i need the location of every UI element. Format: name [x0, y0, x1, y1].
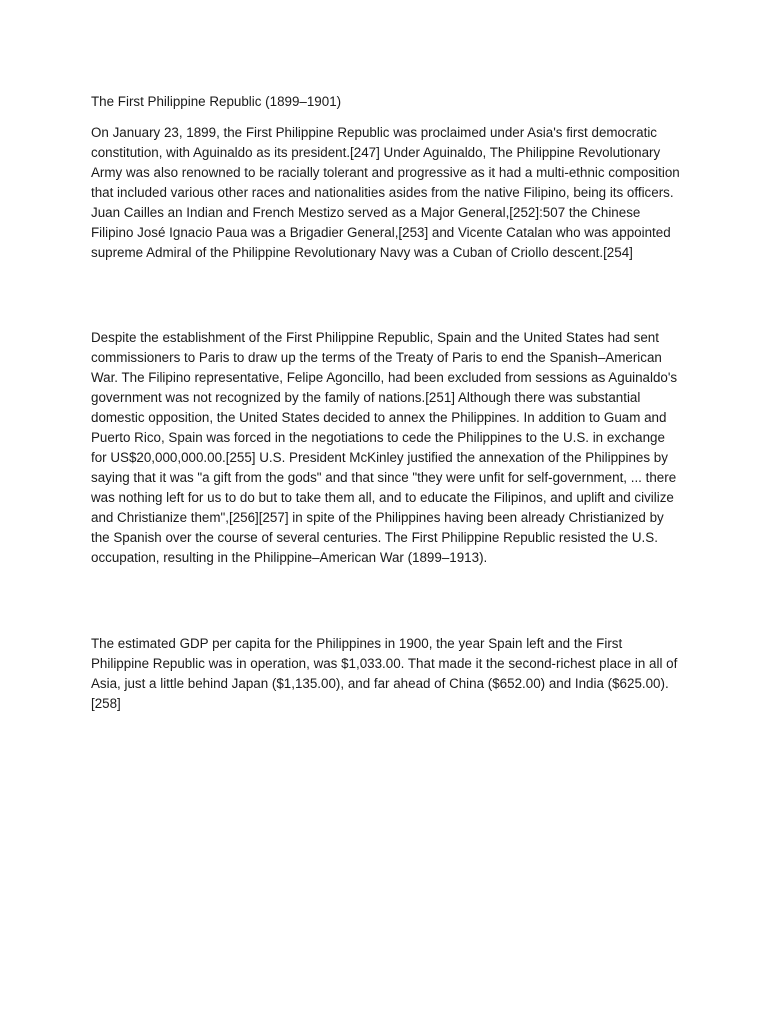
paragraph-gdp-per-capita: The estimated GDP per capita for the Philippines in 1900, the year Spain left and the First Philippine Republic was in operation, was $1,033.00. That made it the second-richest place in all of Asia, just a little behind Japan ($1,135.00), and far ahead of China ($652.00) and India ($625.00).[258]	[91, 636, 678, 711]
document-title: The First Philippine Republic (1899–1901)	[91, 94, 342, 109]
paragraph-first-republic: On January 23, 1899, the First Philippine Republic was proclaimed under Asia's first democratic constitution, with Aguinaldo as its president.[247] Under Aguinaldo, The Philippine Revolutionary Army was also renowned to be racially tolerant and progressive as it had a multi-ethnic composition that included various other races and nationalities asides from the native Filipino, being its officers. Juan Cailles an Indian and French Mestizo served as a Major General,[252]:507 the Chinese Filipino José Ignacio Paua was a Brigadier General,[253] and Vicente Catalan who was appointed supreme Admiral of the Philippine Revolutionary Navy was a Cuban of Criollo descent.[254]	[91, 125, 680, 260]
paragraph-treaty-of-paris: Despite the establishment of the First Philippine Republic, Spain and the United States had sent commissioners to Paris to draw up the terms of the Treaty of Paris to end the Spanish–American War. The Filipino representative, Felipe Agoncillo, had been excluded from sessions as Aguinaldo's government was not recognized by the family of nations.[251] Although there was substantial domestic opposition, the United States decided to annex the Philippines. In addition to Guam and Puerto Rico, Spain was forced in the negotiations to cede the Philippines to the U.S. in exchange for US$20,000,000.00.[255] U.S. President McKinley justified the annexation of the Philippines by saying that it was "a gift from the gods" and that since "they were unfit for self-government, ... there was nothing left for us to do but to take them all, and to educate the Filipinos, and uplift and civilize and Christianize them",[256][257] in spite of the Philippines having been already Christianized by the Spanish over the course of several centuries. The First Philippine Republic resisted the U.S. occupation, resulting in the Philippine–American War (1899–1913).	[91, 330, 678, 565]
